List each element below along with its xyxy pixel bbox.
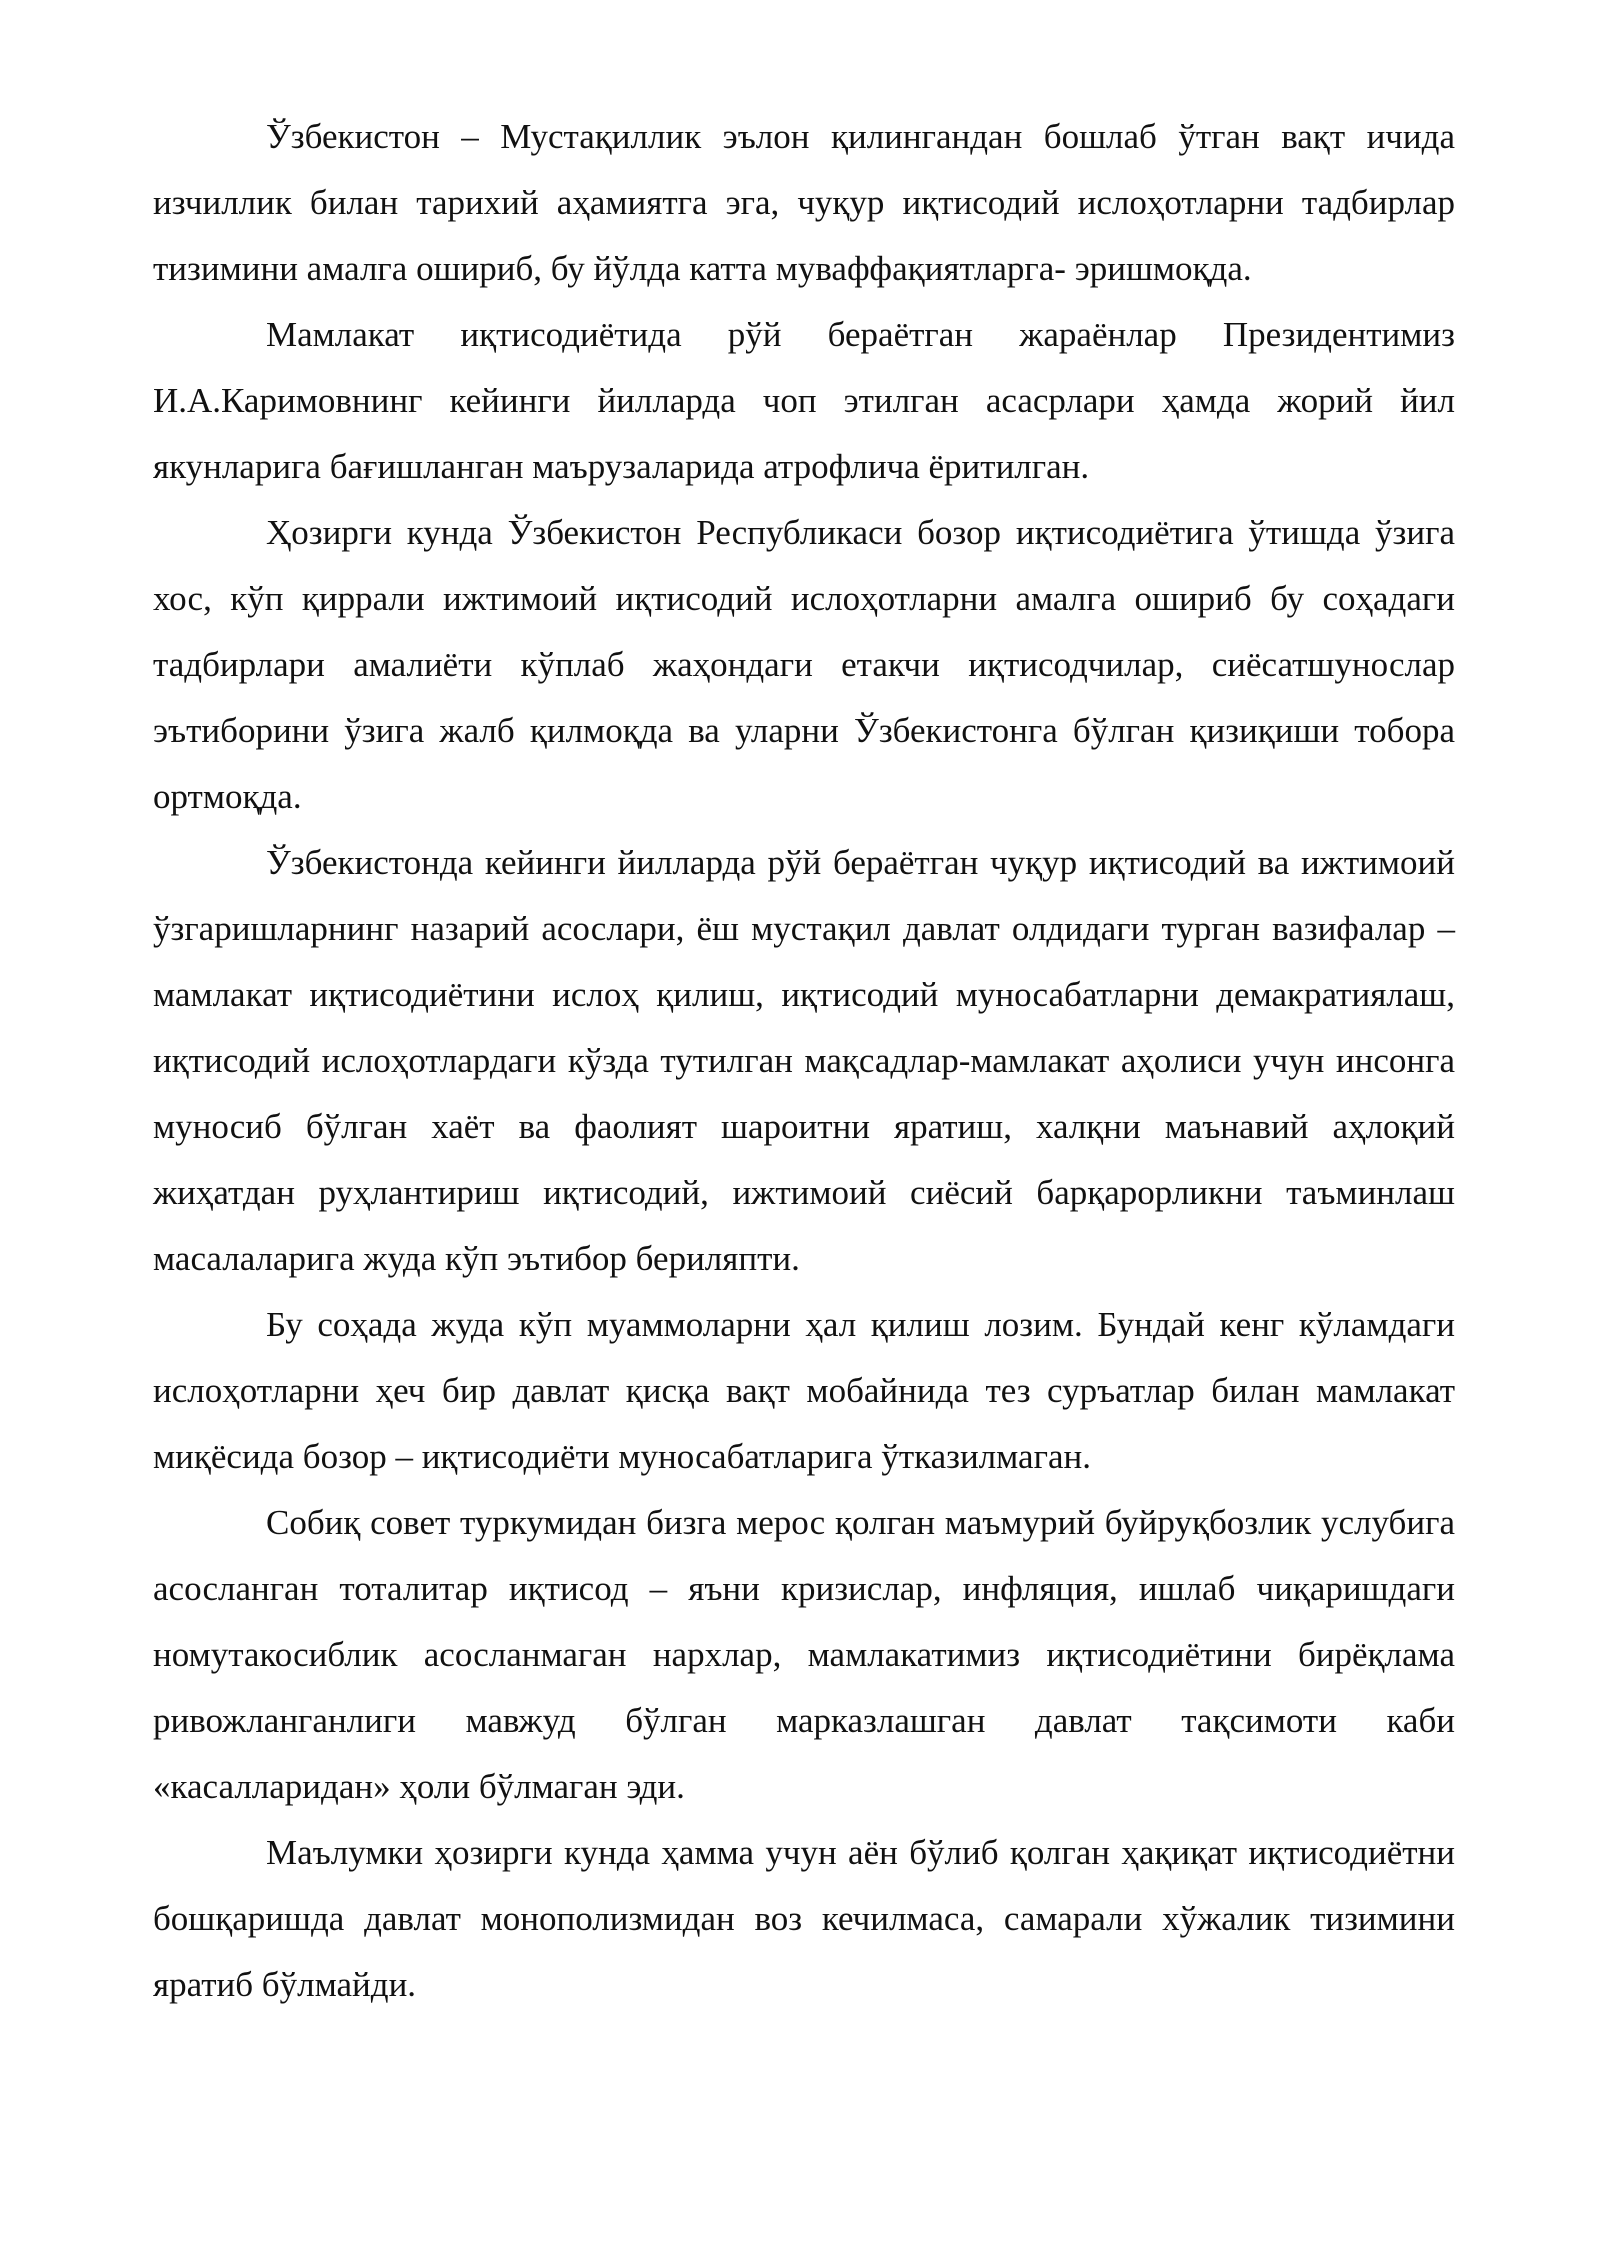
- paragraph: Бу соҳада жуда кўп муаммоларни ҳал қилиш лозим. Бундай кенг кўламдаги ислоҳотларни ҳеч бир давлат қисқа вақт мобайнида тез суръатлар билан мамлакат миқёсида бозор – иқтисодиёти муносабатларига ўтказилмаган.: [153, 1305, 1455, 1476]
- paragraph: Ўзбекистон – Мустақиллик эълон қилингандан бошлаб ўтган вақт ичида изчиллик билан тарихий аҳамиятга эга, чуқур иқтисодий ислоҳотларни тадбирлар тизимини амалга ошириб, бу йўлда катта муваффақиятларга- эришмоқда.: [153, 117, 1455, 288]
- document-body: [153, 104, 1455, 2018]
- paragraph: Маълумки ҳозирги кунда ҳамма учун аён бўлиб қолган ҳақиқат иқтисодиётни бошқаришда давлат монополизмидан воз кечилмаса, самарали хўжалик тизимини яратиб бўлмайди.: [153, 1833, 1455, 2004]
- paragraph: Мамлакат иқтисодиётида рўй бераётган жараёнлар Президентимиз И.А.Каримовнинг кейинги йилларда чоп этилган асасрлари ҳамда жорий йил якунларига бағишланган маърузаларида атрофлича ёритилган.: [153, 315, 1455, 486]
- paragraph: Ўзбекистонда кейинги йилларда рўй бераётган чуқур иқтисодий ва ижтимоий ўзгаришларнинг назарий асослари, ёш мустақил давлат олдидаги турган вазифалар – мамлакат иқтисодиётини ислоҳ қилиш, иқтисодий муносабатларни демакратиялаш, иқтисодий ислоҳотлардаги кўзда тутилган мақсадлар-мамлакат аҳолиси учун инсонга муносиб бўлган хаёт ва фаолият шароитни яратиш, халқни маънавий аҳлоқий жиҳатдан руҳлантириш иқтисодий, ижтимоий сиёсий барқарорликни таъминлаш масалаларига жуда кўп эътибор бериляпти.: [153, 843, 1455, 1278]
- paragraph: Собиқ совет туркумидан бизга мерос қолган маъмурий буйруқбозлик услубига асосланган тоталитар иқтисод – яъни кризислар, инфляция, ишлаб чиқаришдаги номутакосиблик асосланмаган нархлар, мамлакатимиз иқтисодиётини бирёқлама ривожланганлиги мавжуд бўлган марказлашган давлат тақсимоти каби «касалларидан» ҳоли бўлмаган эди.: [153, 1503, 1455, 1806]
- paragraph: Ҳозирги кунда Ўзбекистон Республикаси бозор иқтисодиётига ўтишда ўзига хос, кўп қиррали ижтимоий иқтисодий ислоҳотларни амалга ошириб бу соҳадаги тадбирлари амалиёти кўплаб жаҳондаги етакчи иқтисодчилар, сиёсатшунослар эътиборини ўзига жалб қилмоқда ва уларни Ўзбекистонга бўлган қизиқиши тобора ортмоқда.: [153, 513, 1455, 816]
